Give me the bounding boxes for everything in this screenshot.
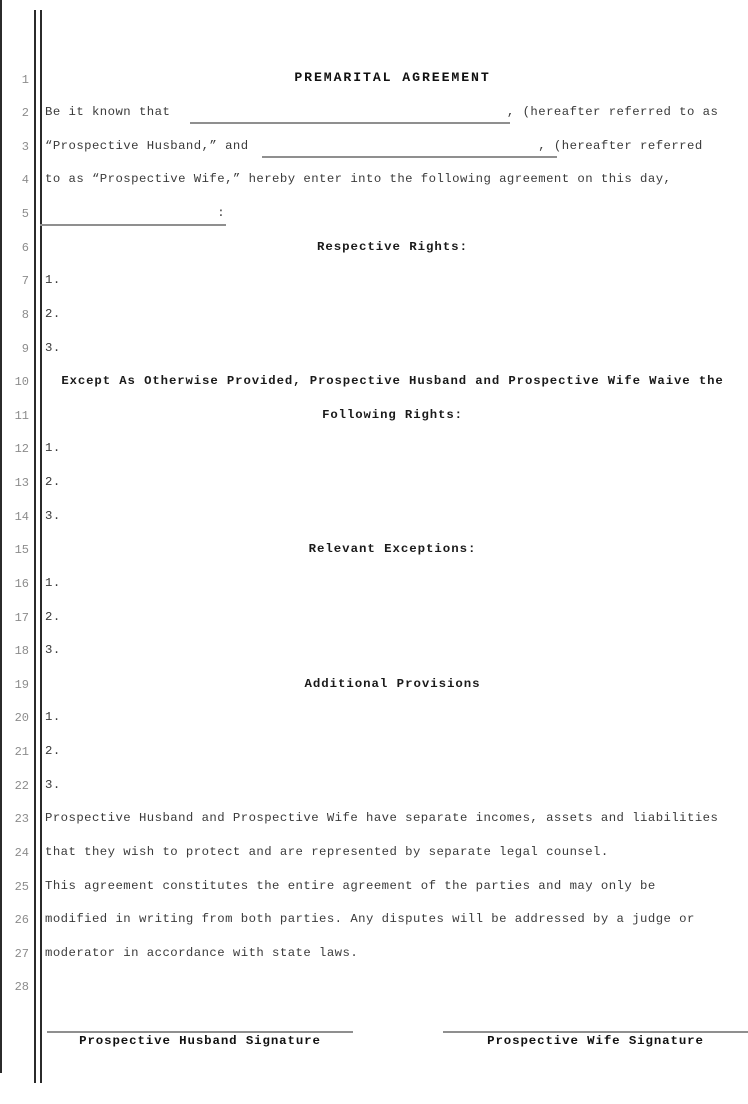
line-number: 11	[14, 409, 29, 423]
closing-paragraph-line-1: Prospective Husband and Prospective Wife have separate incomes, assets and liabilities	[45, 811, 719, 825]
relevant-exceptions-item-2: 2.	[45, 610, 61, 624]
line-number: 2	[21, 106, 29, 120]
line-number: 3	[21, 140, 29, 154]
closing-paragraph-line-5: moderator in accordance with state laws.	[45, 946, 359, 960]
line-number: 15	[14, 543, 29, 557]
waived-rights-item-1: 1.	[45, 441, 61, 455]
respective-rights-item-2: 2.	[45, 307, 61, 321]
line-number-gutter	[0, 0, 29, 1104]
line-number: 26	[14, 913, 29, 927]
line-number: 6	[21, 241, 29, 255]
respective-rights-item-1: 1.	[45, 273, 61, 287]
section-heading-additional-provisions: Additional Provisions	[304, 677, 481, 691]
line-number: 4	[21, 173, 29, 187]
relevant-exceptions-item-1: 1.	[45, 576, 61, 590]
respective-rights-item-3: 3.	[45, 341, 61, 355]
recital-line-3: to as “Prospective Wife,” hereby enter into the following agreement on this day,	[45, 172, 672, 186]
additional-provisions-item-2: 2.	[45, 744, 61, 758]
left-margin-rule-outer	[34, 10, 36, 1083]
line-number: 16	[14, 577, 29, 591]
recital-line-4: :	[45, 206, 226, 220]
recital-line-1: Be it known that , (hereafter referred to as	[45, 105, 719, 119]
line-number: 27	[14, 947, 29, 961]
line-number: 1	[21, 73, 29, 87]
line-number: 7	[21, 274, 29, 288]
blank-husband-name[interactable]	[190, 122, 510, 124]
section-heading-relevant-exceptions: Relevant Exceptions:	[308, 542, 477, 556]
line-number: 28	[14, 980, 29, 994]
closing-paragraph-line-4: modified in writing from both parties. Any disputes will be addressed by a judge or	[45, 912, 695, 926]
waived-rights-item-2: 2.	[45, 475, 61, 489]
section-heading-respective-rights: Respective Rights:	[317, 240, 468, 254]
page-title: PREMARITAL AGREEMENT	[294, 70, 491, 85]
line-number: 22	[14, 779, 29, 793]
relevant-exceptions-item-3: 3.	[45, 643, 61, 657]
line-number: 12	[14, 442, 29, 456]
section-heading-waiver-line-1: Except As Otherwise Provided, Prospective Husband and Prospective Wife Waive the	[61, 374, 724, 388]
waived-rights-item-3: 3.	[45, 509, 61, 523]
line-number: 13	[14, 476, 29, 490]
line-number: 18	[14, 644, 29, 658]
line-number: 23	[14, 812, 29, 826]
document-body	[45, 0, 740, 1104]
signature-label-wife: Prospective Wife Signature	[487, 1034, 704, 1048]
line-number: 5	[21, 207, 29, 221]
line-number: 20	[14, 711, 29, 725]
line-number: 24	[14, 846, 29, 860]
line-number: 10	[14, 375, 29, 389]
blank-wife-name[interactable]	[262, 156, 557, 158]
line-number: 14	[14, 510, 29, 524]
line-number: 21	[14, 745, 29, 759]
blank-agreement-date[interactable]	[40, 224, 226, 226]
line-number: 17	[14, 611, 29, 625]
recital-line-2: “Prospective Husband,” and , (hereafter referred	[45, 139, 703, 153]
additional-provisions-item-3: 3.	[45, 778, 61, 792]
section-heading-waiver-line-2: Following Rights:	[322, 408, 463, 422]
closing-paragraph-line-3: This agreement constitutes the entire agreement of the parties and may only be	[45, 879, 656, 893]
closing-paragraph-line-2: that they wish to protect and are represented by separate legal counsel.	[45, 845, 609, 859]
line-number: 8	[21, 308, 29, 322]
line-number: 9	[21, 342, 29, 356]
signature-label-husband: Prospective Husband Signature	[79, 1034, 321, 1048]
left-margin-rule-inner	[40, 10, 42, 1083]
line-number: 25	[14, 880, 29, 894]
additional-provisions-item-1: 1.	[45, 710, 61, 724]
line-number: 19	[14, 678, 29, 692]
